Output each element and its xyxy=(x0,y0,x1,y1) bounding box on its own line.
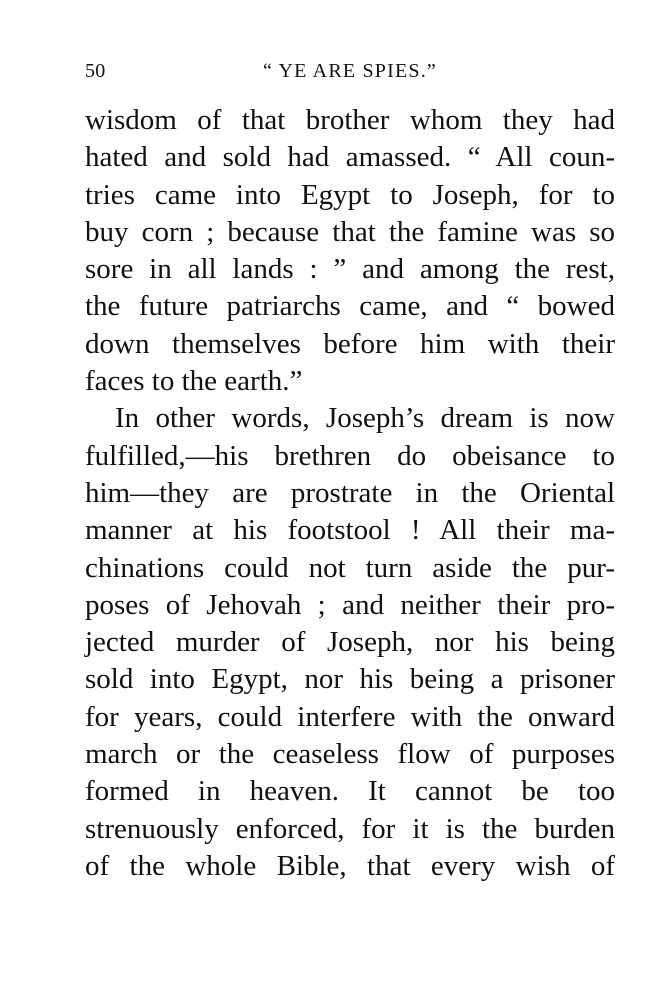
text-line: wisdom of that brother whom they had xyxy=(85,104,615,136)
running-title: “ YE ARE SPIES.” xyxy=(262,60,437,82)
text-line: march or the ceaseless flow of purposes xyxy=(85,738,615,771)
text-line: jected murder of Joseph, nor his being xyxy=(85,626,615,659)
text-line: strenuously enforced, for it is the burden xyxy=(85,812,615,845)
text-line: manner at his footstool ! All their ma- xyxy=(85,514,615,547)
text-line: formed in heaven. It cannot be too xyxy=(85,775,615,808)
text-line: tries came into Egypt to Joseph, for to xyxy=(85,178,615,211)
text-line: In other words, Joseph’s dream is now xyxy=(115,402,615,435)
running-head xyxy=(85,60,615,84)
text-line: fulfilled,—his brethren do obeisance to xyxy=(85,439,615,472)
page-number: 50 xyxy=(85,60,106,82)
text-line: poses of Jehovah ; and neither their pro- xyxy=(85,588,615,621)
text-line: chinations could not turn aside the pur- xyxy=(85,551,615,584)
text-line: buy corn ; because that the famine was so xyxy=(85,215,615,248)
text-line: him—they are prostrate in the Oriental xyxy=(85,476,615,509)
text-line: of the whole Bible, that every wish of xyxy=(85,849,615,882)
text-line: the future patriarchs came, and “ bowed xyxy=(85,290,615,323)
text-line: hated and sold had amassed. “ All coun- xyxy=(85,141,615,174)
body-text xyxy=(85,102,615,885)
text-line: for years, could interfere with the onward xyxy=(85,700,615,733)
text-line: sore in all lands : ” and among the rest, xyxy=(85,253,615,286)
text-line: faces to the earth.” xyxy=(85,365,303,398)
text-line: down themselves before him with their xyxy=(85,327,615,360)
text-line: sold into Egypt, nor his being a prisoner xyxy=(85,663,615,696)
